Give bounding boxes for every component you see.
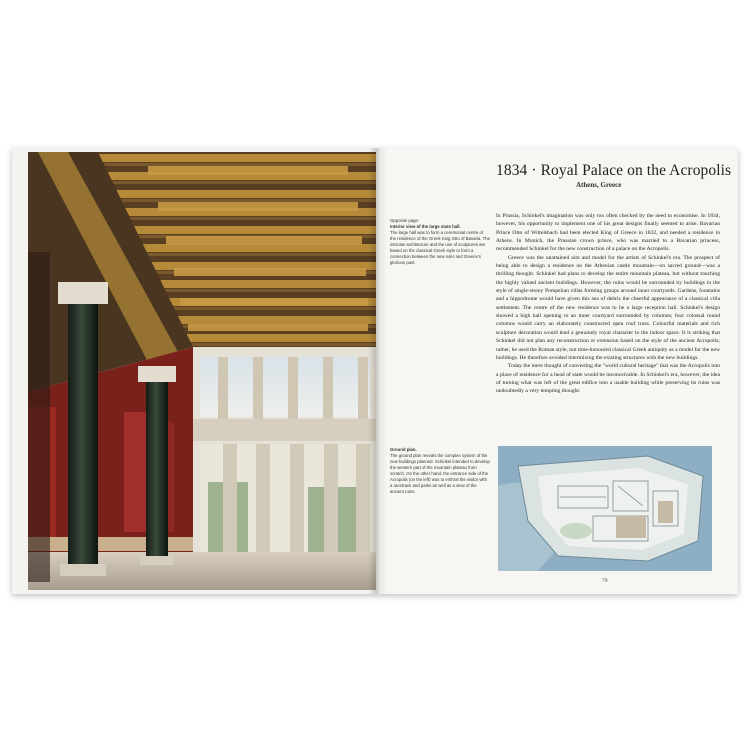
open-book bbox=[12, 148, 738, 594]
body-text bbox=[496, 212, 720, 396]
caption-ground-plan bbox=[390, 447, 490, 495]
right-page bbox=[376, 148, 738, 594]
caption-interior bbox=[390, 218, 490, 266]
page-subtitle: Athens, Greece bbox=[576, 181, 622, 189]
state-hall-illustration bbox=[28, 152, 376, 590]
caption-interior-heading: Opposite page: bbox=[390, 218, 420, 223]
page-number: 79 bbox=[602, 578, 608, 584]
page-title: 1834 · Royal Palace on the Acropolis bbox=[496, 162, 732, 179]
caption-plan-heading: Ground plan. bbox=[390, 447, 417, 452]
paragraph: Greece was the unattained aim and model for the artists of Schinkel's era. The prospect of being able to design a residence on the Athenian castle mountain—on sacred ground—was a thrilling thought. Schinkel had plans to develop the entire mountain plateau, but without touching the highly valued ancient buildings. However, the ruins would be surrounded by buildings in the style of single-storey Pompeiian villas forming groups around inner courtyards. Gardens, fountains and a hippodrome would have given this sea of debris the cheerful appearance of a classical villa settlement. The centre of the new residence was to be a large reception hall. Schinkel's design showed a high hall opening to an inner courtyard surrounded by columns; four colossal round columns would carry an elaborately constructed open roof truss. Colourful materials and rich sculpture decoration would lend a genuinely royal character to the indoor space. It is striking that Schinkel did not plan any reconstruction or extension based on the style of the ancient Acropolis; rather, he used the Roman style, not time-honoured classical Greek antiquity as a model for the new buildings. He therefore avoided intermixing the existing structures with the new buildings. bbox=[496, 254, 720, 361]
caption-plan-text: The ground plan reveals the complex system of the new buildings planned. Schinkel intended to develop the western part of the mountain plateau from scratch. On the other hand, the entrance side of the Acropolis (on the left) was to enthral the visitor with a racetrack and parks as well as a view of the ancient ruins. bbox=[390, 453, 490, 494]
left-page bbox=[12, 148, 376, 594]
caption-interior-heading2: Interior view of the large state hall. bbox=[390, 224, 461, 229]
ground-plan-illustration bbox=[498, 446, 712, 571]
caption-interior-text: The large hall was to form a ceremonial centre of the residence of the Greek King Otto of Bavaria. The intricate architecture and the use of sculptures are based on the classical Greek style to form a connection between the new ruler and Greece's glorious past. bbox=[390, 230, 490, 265]
paragraph: Today the mere thought of converting the "world cultural heritage" that was the Acropolis into a place of residence for a head of state would be inconceivable. In Schinkel's era, however, the idea of turning what was left of the great edifice into a usable building while preserving its ruins was undoubtedly a very tempting thought. bbox=[496, 363, 720, 395]
paragraph: In Prussia, Schinkel's imagination was only too often checked by the need to economise. In 1834, however, his opportunity to implement one of his great designs finally seemed to arise. Bavarian Prince Otto of Wittelsbach had been elected King of Greece in 1832, and needed a residence in Athens. In Munich, the Prussian crown prince, who was married to a Bavarian princess, recommended Schinkel for the new construction of a palace on the Acropolis. bbox=[496, 213, 720, 253]
